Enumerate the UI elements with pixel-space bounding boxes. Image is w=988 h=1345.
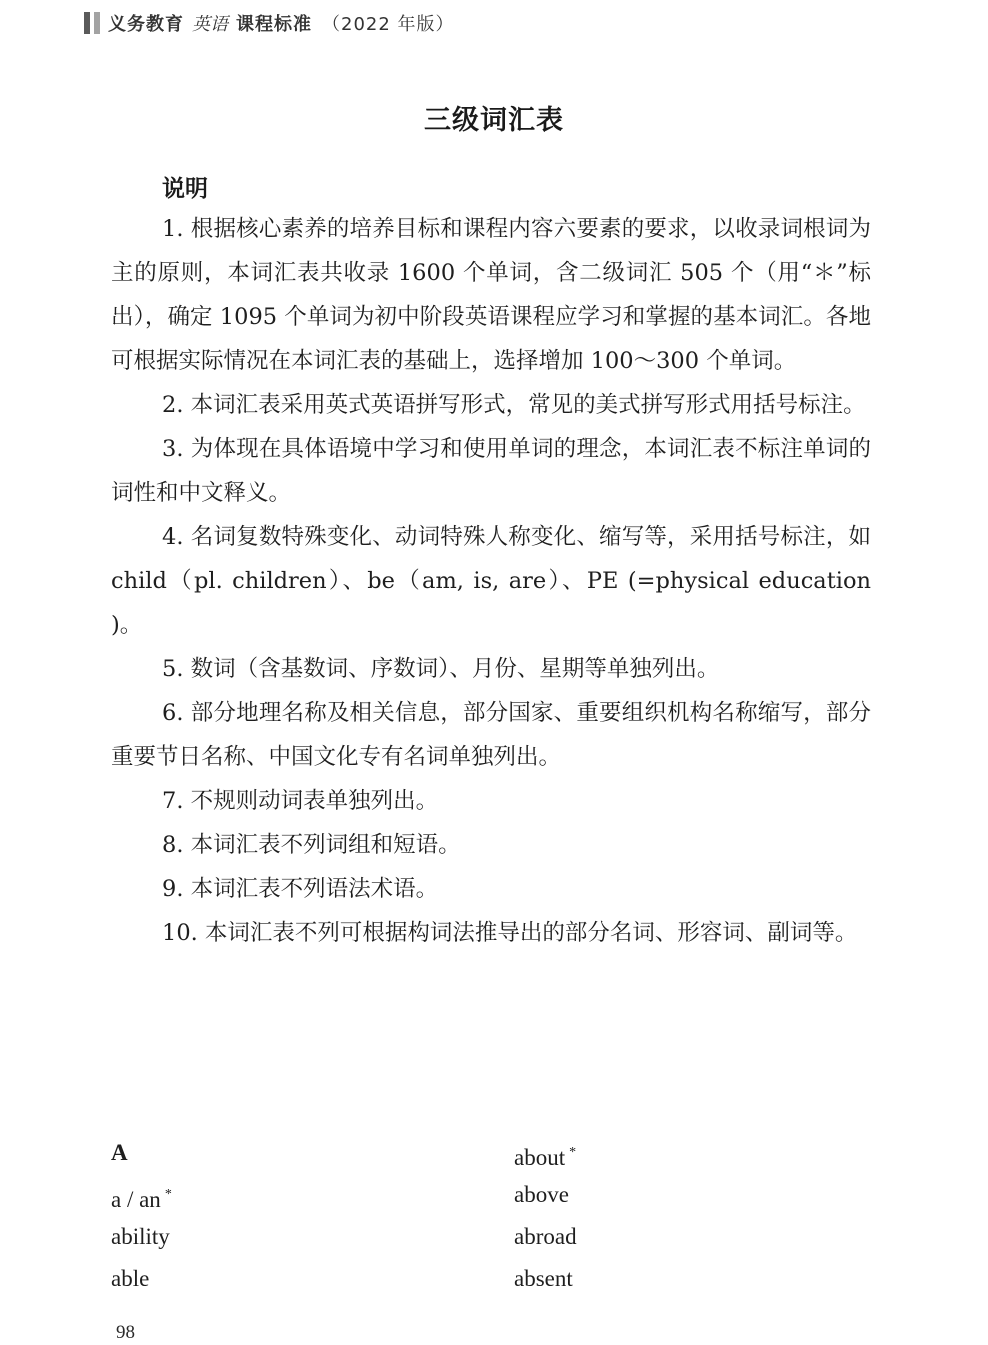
running-head [84, 6, 455, 40]
light-bar [94, 12, 100, 34]
vocab-word: absent [514, 1266, 573, 1291]
vocab-word: above [514, 1182, 569, 1207]
vocab-entry [514, 1132, 577, 1174]
vocab-word: able [111, 1266, 150, 1291]
star-mark: * [164, 1187, 172, 1202]
vocab-word: a / an [111, 1187, 161, 1212]
vocabulary-right-column [514, 1132, 577, 1300]
note-item: 2. 本词汇表采用英式英语拼写形式，常见的美式拼写形式用括号标注。 [162, 392, 866, 418]
note-item: 3. 为体现在具体语境中学习和使用单词的理念，本词汇表不标注单词的词性和中文释义。 [111, 436, 871, 506]
vocab-word: about [514, 1145, 566, 1170]
page-title: 三级词汇表 [424, 105, 564, 136]
vocab-entry [514, 1258, 577, 1300]
note-item: 5. 数词（含基数词、序数词）、月份、星期等单独列出。 [162, 656, 720, 682]
vocab-word: abroad [514, 1224, 577, 1249]
running-head-edition: （2022 年版） [322, 14, 455, 35]
running-head-series: 义务教育 [108, 14, 184, 35]
running-head-bars-decoration [84, 12, 100, 34]
running-head-subject: 英语 [192, 14, 228, 35]
vocab-entry [111, 1258, 172, 1300]
dark-bar [84, 12, 90, 34]
note-item: 8. 本词汇表不列词组和短语。 [162, 832, 461, 858]
vocab-word: ability [111, 1224, 170, 1249]
note-item: 10. 本词汇表不列可根据构词法推导出的部分名词、形容词、副词等。 [162, 920, 858, 946]
vocab-entry [514, 1216, 577, 1258]
note-item: 7. 不规则动词表单独列出。 [162, 788, 439, 814]
vocabulary-left-column [111, 1132, 172, 1300]
notes-list [111, 207, 871, 955]
vocab-entry [514, 1174, 577, 1216]
note-item: 4. 名词复数特殊变化、动词特殊人称变化、缩写等，采用括号标注，如 child（pl. children）、be（am, is, are）、PE (=physical education )。 [111, 524, 871, 638]
running-head-standard: 课程标准 [236, 14, 312, 35]
page-number: 98 [116, 1322, 135, 1343]
vocab-entry [111, 1216, 172, 1258]
note-item: 1. 根据核心素养的培养目标和课程内容六要素的要求，以收录词根词为主的原则，本词汇表共收录 1600 个单词，含二级词汇 505 个（用“＊”标出），确定 1095 个单词为初中阶段英语课程应学习和掌握的基本词汇。各地可根据实际情况在本词汇表的基础上，选择增加 100～300 个单词。 [111, 216, 871, 374]
vocab-entry [111, 1174, 172, 1216]
star-mark: * [569, 1145, 577, 1160]
section-heading: 说明 [162, 176, 208, 202]
note-item: 9. 本词汇表不列语法术语。 [162, 876, 439, 902]
letter-heading: A [111, 1140, 128, 1165]
note-item: 6. 部分地理名称及相关信息，部分国家、重要组织机构名称缩写，部分重要节日名称、中国文化专有名词单独列出。 [111, 700, 871, 770]
